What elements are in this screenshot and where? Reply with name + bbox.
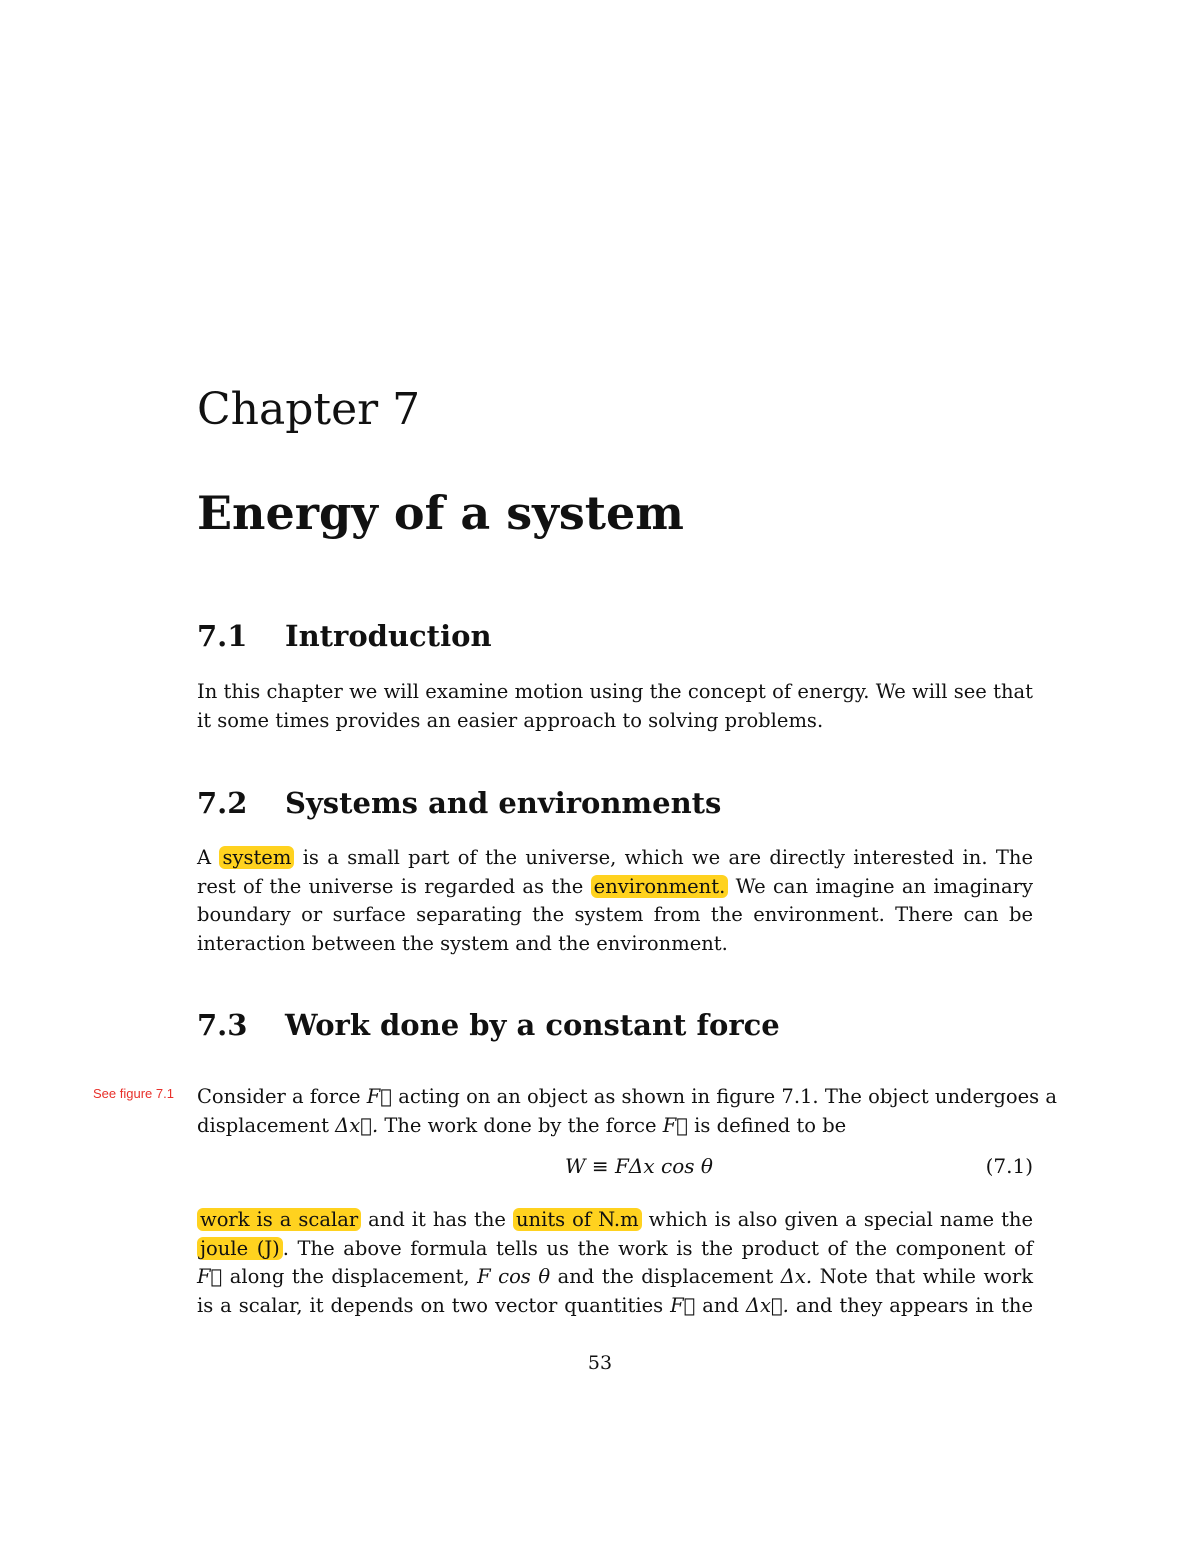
text-line: Consider a force F⃗ acting on an object as shown in figure 7.1. The object undergoes a: [197, 1085, 1057, 1108]
page-number: 53: [587, 1352, 613, 1374]
section-title: Introduction: [285, 619, 492, 653]
margin-note-see-figure[interactable]: See figure 7.1: [93, 1086, 174, 1101]
text-line: rest of the universe is regarded as the environment. We can imagine an imaginary: [197, 874, 1034, 898]
section-heading-systems: [197, 783, 721, 823]
text-line: F⃗ along the displacement, F cos θ and the displacement Δx. Note that while work: [197, 1265, 1034, 1288]
work-paragraph-intro: [197, 1083, 1057, 1140]
text-line: work is a scalar and it has the units of N.m which is also given a special name the: [197, 1206, 1033, 1235]
highlight-system[interactable]: system: [219, 846, 294, 869]
section-number: 7.2: [197, 786, 248, 820]
highlight-work-scalar[interactable]: work is a scalar: [197, 1208, 361, 1231]
chapter-title: Energy of a system: [197, 486, 684, 540]
text-line: In this chapter we will examine motion using the concept of energy. We will see that: [197, 680, 1033, 703]
systems-paragraph: [197, 844, 1033, 958]
text-line: it some times provides an easier approach to solving problems.: [197, 708, 824, 732]
section-title: Systems and environments: [285, 786, 722, 820]
highlight-units[interactable]: units of N.m: [513, 1208, 642, 1231]
section-number: 7.1: [197, 619, 248, 653]
intro-paragraph: [197, 678, 1033, 735]
section-heading-work: [197, 1005, 780, 1045]
chapter-label: Chapter 7: [197, 384, 421, 435]
text-line: joule (J) . The above formula tells us the work is the product of the component of: [197, 1235, 1033, 1264]
work-paragraph-body: [197, 1206, 1033, 1320]
section-heading-introduction: [197, 616, 492, 656]
text-line: interaction between the system and the environment.: [197, 931, 728, 955]
highlight-environment[interactable]: environment.: [591, 875, 729, 898]
text-line: A system is a small part of the universe, which we are directly interested in. The: [197, 846, 1033, 869]
text-line: boundary or surface separating the system from the environment. There can be: [197, 903, 1033, 926]
equation-number: (7.1): [985, 1154, 1033, 1178]
section-number: 7.3: [197, 1008, 248, 1042]
text-line: displacement Δx⃗. The work done by the force F⃗ is defined to be: [197, 1113, 847, 1137]
text-line: is a scalar, it depends on two vector quantities F⃗ and Δx⃗. and they appears in the: [197, 1293, 1033, 1317]
highlight-joule[interactable]: joule (J): [197, 1237, 283, 1260]
section-title: Work done by a constant force: [285, 1008, 780, 1042]
equation-formula: W ≡ FΔx cos θ: [565, 1154, 713, 1178]
